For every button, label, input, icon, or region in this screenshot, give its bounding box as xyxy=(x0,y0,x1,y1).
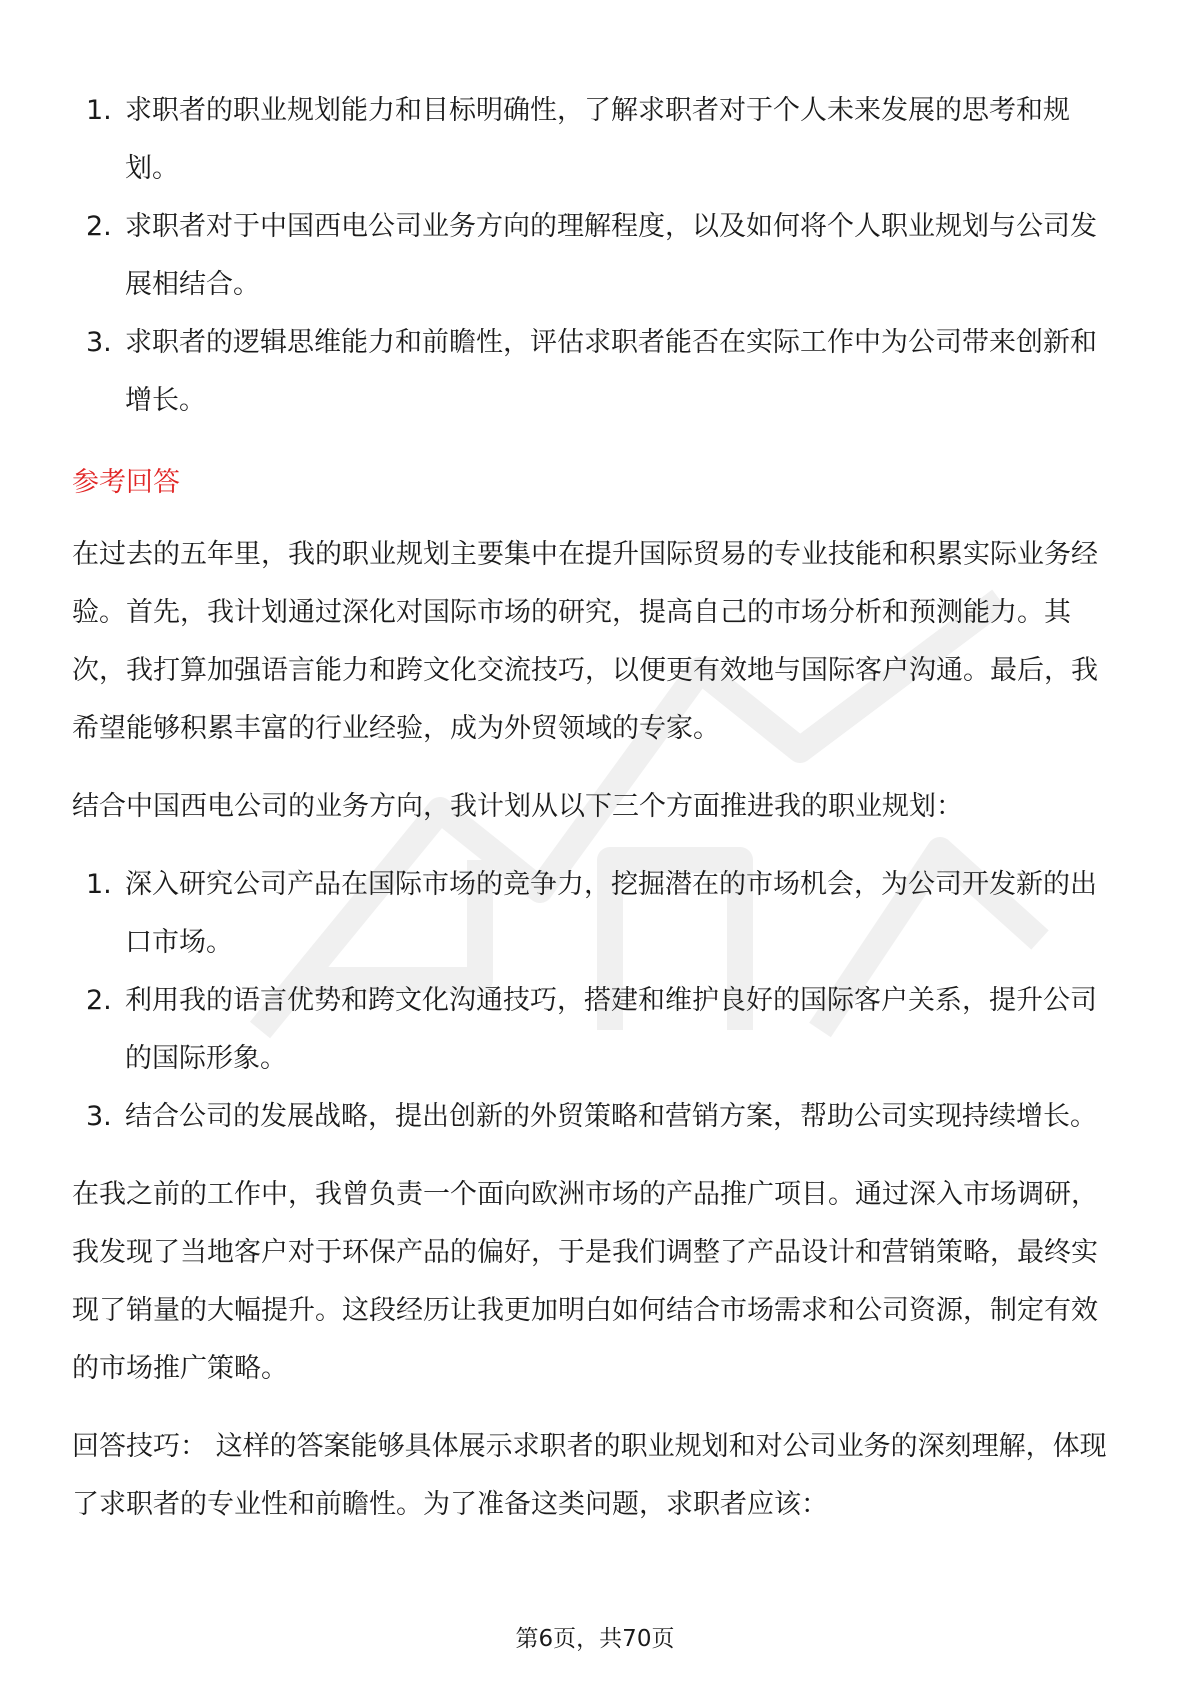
list-item xyxy=(72,972,1118,1088)
list-item-text: 求职者的职业规划能力和目标明确性，了解求职者对于个人未来发展的思考和规划。 xyxy=(125,95,1070,184)
answer-paragraph: 在过去的五年里，我的职业规划主要集中在提升国际贸易的专业技能和积累实际业务经验。首先，我计划通过深化对国际市场的研究，提高自己的市场分析和预测能力。其次，我打算加强语言能力和跨文化交流技巧，以便更有效地与国际客户沟通。最后，我希望能够积累丰富的行业经验，成为外贸领域的专家。 xyxy=(72,539,1098,744)
list-number: 3. xyxy=(86,1101,112,1132)
answer-paragraph: 在我之前的工作中，我曾负责一个面向欧洲市场的产品推广项目。通过深入市场调研，我发现了当地客户对于环保产品的偏好，于是我们调整了产品设计和营销策略，最终实现了销量的大幅提升。这段经历让我更加明白如何结合市场需求和公司资源，制定有效的市场推广策略。 xyxy=(72,1179,1098,1384)
evaluation-points-list xyxy=(72,82,1118,430)
tips-paragraph: 回答技巧： 这样的答案能够具体展示求职者的职业规划和对公司业务的深刻理解，体现了求职者的专业性和前瞻性。为了准备这类问题，求职者应该： xyxy=(72,1431,1107,1520)
list-item-text: 利用我的语言优势和跨文化沟通技巧，搭建和维护良好的国际客户关系，提升公司的国际形象。 xyxy=(125,985,1097,1074)
page-number: 第6页，共70页 xyxy=(515,1626,675,1652)
answer-paragraph: 结合中国西电公司的业务方向，我计划从以下三个方面推进我的职业规划： xyxy=(72,791,963,822)
list-item xyxy=(72,856,1118,972)
list-item xyxy=(72,198,1118,314)
plan-points-list xyxy=(72,856,1118,1146)
list-number: 3. xyxy=(86,327,112,358)
list-item-text: 深入研究公司产品在国际市场的竞争力，挖掘潜在的市场机会，为公司开发新的出口市场。 xyxy=(125,869,1097,958)
list-number: 1. xyxy=(86,95,112,126)
list-number: 1. xyxy=(86,869,112,900)
section-heading: 参考回答 xyxy=(72,467,180,498)
list-item-text: 结合公司的发展战略，提出创新的外贸策略和营销方案，帮助公司实现持续增长。 xyxy=(125,1101,1097,1132)
list-item-text: 求职者的逻辑思维能力和前瞻性，评估求职者能否在实际工作中为公司带来创新和增长。 xyxy=(125,327,1097,416)
document-body xyxy=(72,82,1118,1534)
list-item-text: 求职者对于中国西电公司业务方向的理解程度，以及如何将个人职业规划与公司发展相结合。 xyxy=(125,211,1097,300)
list-item xyxy=(72,314,1118,430)
list-item xyxy=(72,82,1118,198)
list-item xyxy=(72,1088,1118,1146)
list-number: 2. xyxy=(86,211,112,242)
list-number: 2. xyxy=(86,985,112,1016)
